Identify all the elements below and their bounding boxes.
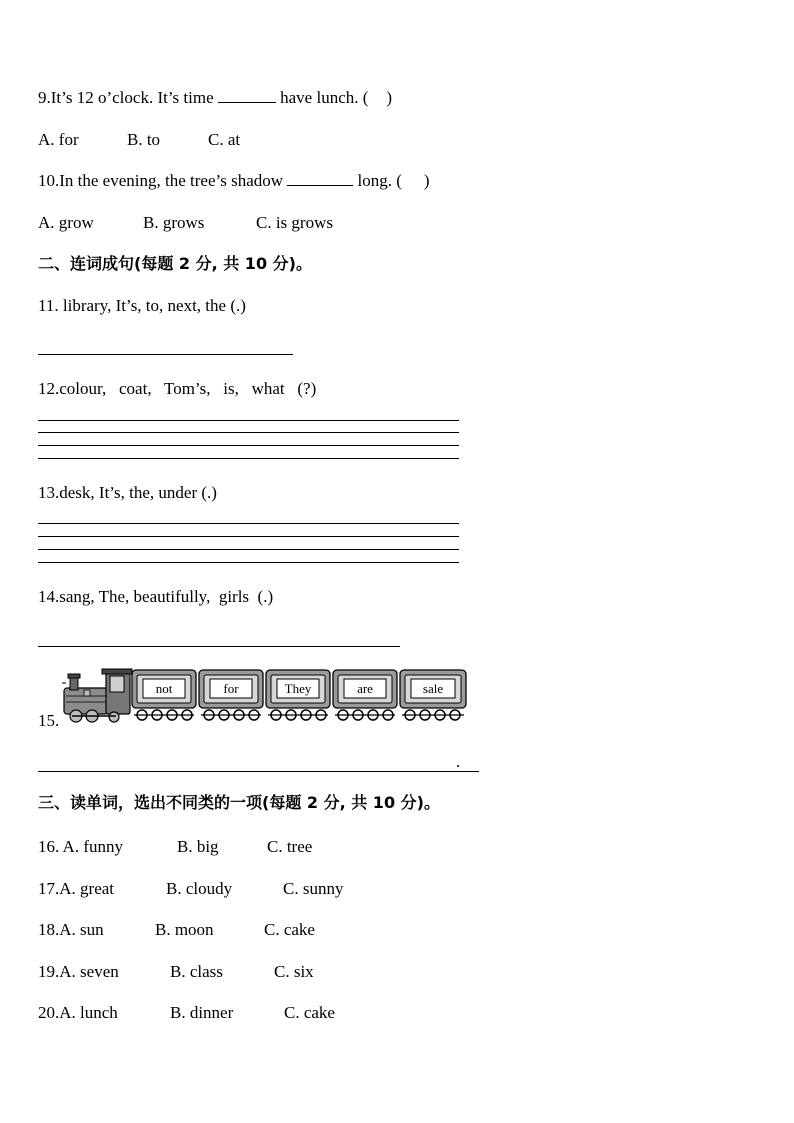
question-15-number: 15. xyxy=(38,711,60,730)
q19-option-b: B. class xyxy=(170,962,223,981)
q9-option-b: B. to xyxy=(127,130,161,149)
writing-line[interactable] xyxy=(38,458,459,459)
question-10: 10.In the evening, the tree’s shadow long. ( ) xyxy=(38,171,430,190)
q9-option-a: A. for xyxy=(38,130,79,149)
train-car xyxy=(266,670,330,720)
writing-line[interactable] xyxy=(38,562,459,563)
train-car xyxy=(199,670,263,720)
locomotive-icon xyxy=(62,669,132,722)
q16-option-b: B. big xyxy=(177,837,219,856)
question-18: 18.A. sun xyxy=(38,920,104,939)
train-car xyxy=(400,670,466,720)
writing-line[interactable] xyxy=(38,420,459,421)
question-9: 9.It’s 12 o’clock. It’s time have lunch. ( ) xyxy=(38,88,393,107)
train-car xyxy=(333,670,397,720)
q20-option-b: B. dinner xyxy=(170,1003,234,1022)
question-13: 13.desk, It’s, the, under (.) xyxy=(38,483,217,502)
car-word: for xyxy=(223,681,239,696)
answer-blank[interactable] xyxy=(218,88,276,103)
answer-line[interactable] xyxy=(38,354,293,355)
q9-option-c: C. at xyxy=(208,130,241,149)
answer-blank[interactable] xyxy=(287,171,353,186)
question-19: 19.A. seven xyxy=(38,962,119,981)
word-train xyxy=(62,666,468,726)
writing-line[interactable] xyxy=(38,549,459,550)
question-20: 20.A. lunch xyxy=(38,1003,118,1022)
writing-line[interactable] xyxy=(38,523,459,524)
answer-line[interactable] xyxy=(38,771,479,772)
q16-option-c: C. tree xyxy=(267,837,313,856)
question-14: 14.sang, The, beautifully, girls (.) xyxy=(38,587,274,606)
section-3-title: 三、读单词，选出不同类的一项(每题 2 分, 共 10 分)。 xyxy=(38,793,440,812)
q10-option-a: A. grow xyxy=(38,213,94,232)
q20-option-c: C. cake xyxy=(284,1003,335,1022)
q10-option-c: C. is grows xyxy=(256,213,333,232)
writing-line[interactable] xyxy=(38,536,459,537)
question-17: 17.A. great xyxy=(38,879,115,898)
q17-option-c: C. sunny xyxy=(283,879,344,898)
car-word: are xyxy=(357,681,373,696)
writing-line[interactable] xyxy=(38,432,459,433)
question-12: 12.colour, coat, Tom’s, is, what (?) xyxy=(38,379,317,398)
q19-option-c: C. six xyxy=(274,962,314,981)
q17-option-b: B. cloudy xyxy=(166,879,233,898)
car-word: sale xyxy=(422,681,444,696)
writing-line[interactable] xyxy=(38,445,459,446)
car-word: They xyxy=(284,681,312,696)
q18-option-c: C. cake xyxy=(264,920,315,939)
question-16: 16. A. funny xyxy=(38,837,123,856)
question-11: 11. library, It’s, to, next, the (.) xyxy=(38,296,246,315)
q10-option-b: B. grows xyxy=(143,213,205,232)
sentence-period: . xyxy=(456,752,461,771)
section-2-title: 二、连词成句(每题 2 分, 共 10 分)。 xyxy=(38,254,312,273)
answer-line[interactable] xyxy=(38,646,400,647)
q18-option-b: B. moon xyxy=(155,920,214,939)
train-car xyxy=(132,670,196,720)
car-word: not xyxy=(155,681,173,696)
